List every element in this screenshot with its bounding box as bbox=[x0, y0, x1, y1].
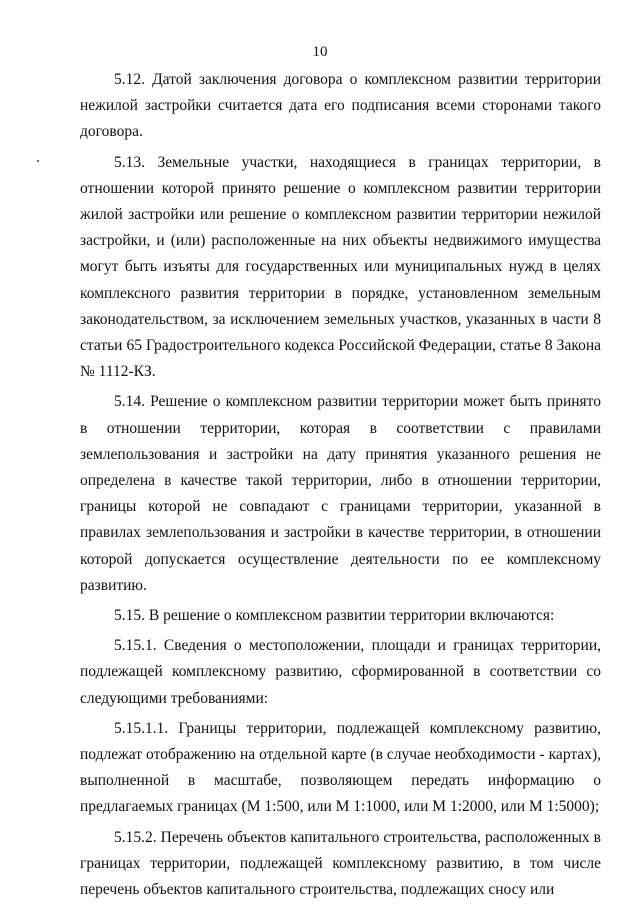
page-number: 10 bbox=[312, 44, 328, 60]
paragraph-5-12: 5.12. Датой заключения договора о комплексном развитии территории нежилой застройки считается дата его подписания всеми сторонами такого договора. bbox=[80, 71, 601, 141]
paragraph-5-13: 5.13. Земельные участки, находящиеся в границах территории, в отношении которой принято решение о комплексном развитии территории жилой застройки или решение о комплексном развитии территории нежилой застройки, и (или) расположенные на них объекты недвижимого имущества могут быть изъяты для государственных или муниципальных нужд в целях комплексного развития территории в порядке, установленном земельным законодательством, за исключением земельных участков, указанных в части 8 статьи 65 Градостроительного кодекса Российской Федерации, статье 8 Закона № 1112-КЗ. bbox=[80, 153, 601, 381]
scan-speck bbox=[37, 160, 39, 162]
paragraph-5-15-1: 5.15.1. Сведения о местоположении, площади и границах территории, подлежащей комплексному развитию, сформированной в соответствии со следующими требованиями: bbox=[80, 637, 601, 707]
document-body bbox=[80, 67, 601, 903]
paragraph-5-15-1-1: 5.15.1.1. Границы территории, подлежащей комплексному развитию, подлежат отображению на отдельной карте (в случае необходимости - картах), выполненной в масштабе, позволяющем передать информацию о предлагаемых границах (М 1:500, или М 1:1000, или М 1:2000, или М 1:5000); bbox=[80, 719, 601, 816]
paragraph-5-15-2: 5.15.2. Перечень объектов капитального строительства, расположенных в границах территории, подлежащей комплексному развитию, в том числе перечень объектов капитального строительства, подлежащих сносу или bbox=[80, 828, 601, 899]
paragraph-5-14: 5.14. Решение о комплексном развитии территории может быть принято в отношении территории, которая в соответствии с правилами землепользования и застройки на дату принятия указанного решения не определена в качестве такой территории, либо в отношении территории, границы которой не совпадают с границами территории, указанной в правилах землепользования и застройки в качестве территории, в отношении которой допускается осуществление деятельности по ее комплексному развитию. bbox=[80, 393, 601, 594]
paragraph-5-15: 5.15. В решение о комплексном развитии территории включаются: bbox=[114, 607, 555, 625]
